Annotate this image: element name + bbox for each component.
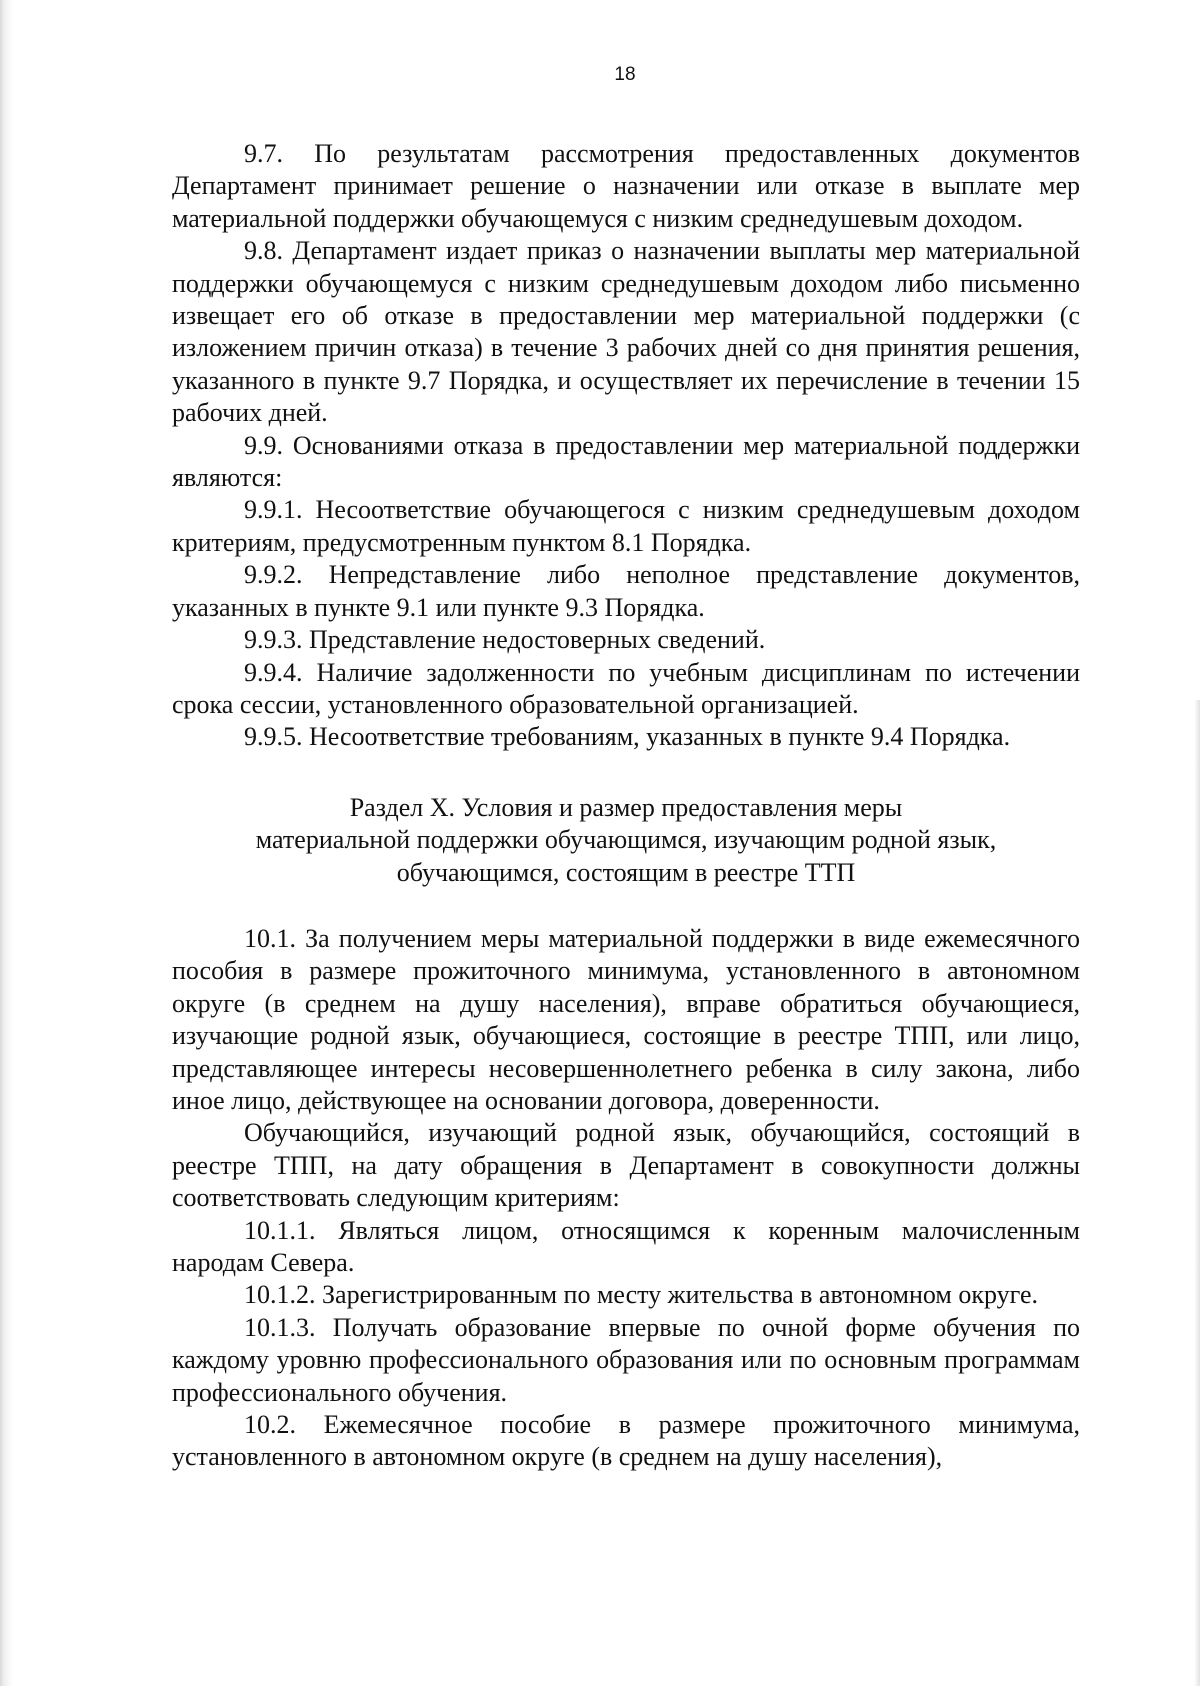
paragraph-10-1-1: 10.1.1. Являться лицом, относящимся к коренным малочисленным народам Севера. bbox=[172, 1215, 1080, 1277]
paragraph-10-2: 10.2. Ежемесячное пособие в размере прожиточного минимума, установленного в автономном округе (в среднем на душу населения), bbox=[172, 1410, 1080, 1472]
section-heading-line-3: обучающимся, состоящим в реестре ТТП bbox=[396, 857, 856, 887]
section-heading-line-1: Раздел X. Условия и размер предоставления меры bbox=[349, 792, 903, 822]
section-heading-line-2: материальной поддержки обучающимся, изучающим родной язык, bbox=[255, 825, 997, 855]
paragraph-9-9-1: 9.9.1. Несоответствие обучающегося с низким среднедушевым доходом критериям, предусмотренным пунктом 8.1 Порядка. bbox=[172, 495, 1080, 557]
paragraph-9-9-5: 9.9.5. Несоответствие требованиям, указанных в пункте 9.4 Порядка. bbox=[244, 722, 1011, 752]
paragraph-9-8: 9.8. Департамент издает приказ о назначении выплаты мер материальной поддержки обучающемуся с низким среднедушевым доходом либо письменно извещает его об отказе в предоставлении мер материальной поддержки (с изложением причин отказа) в течение 3 рабочих дней со дня принятия решения, указанного в пункте 9.7 Порядка, и осуществляет их перечисление в течении 15 рабочих дней. bbox=[172, 236, 1080, 428]
paragraph-10-1-2: 10.1.2. Зарегистрированным по месту жительства в автономном округе. bbox=[244, 1280, 1039, 1310]
document-body bbox=[172, 138, 1080, 1474]
scan-edge-right bbox=[1194, 700, 1200, 1686]
section-heading bbox=[172, 792, 1080, 889]
scan-edge-left bbox=[0, 0, 14, 1686]
paragraph-criteria-intro: Обучающийся, изучающий родной язык, обучающийся, состоящий в реестре ТПП, на дату обращения в Департамент в совокупности должны соответствовать следующим критериям: bbox=[172, 1118, 1080, 1213]
paragraph-10-1: 10.1. За получением меры материальной поддержки в виде ежемесячного пособия в размере прожиточного минимума, установленного в автономном округе (в среднем на душу населения), вправе обратиться обучающиеся, изучающие родной язык, обучающиеся, состоящие в реестре ТПП, или лицо, представляющее интересы несовершеннолетнего ребенка в силу закона, либо иное лицо, действующее на основании договора, доверенности. bbox=[172, 923, 1080, 1115]
paragraph-9-9-2: 9.9.2. Непредставление либо неполное представление документов, указанных в пункте 9.1 или пункте 9.3 Порядка. bbox=[172, 560, 1080, 622]
paragraph-9-9-4: 9.9.4. Наличие задолженности по учебным дисциплинам по истечении срока сессии, установленного образовательной организацией. bbox=[172, 657, 1080, 719]
paragraph-10-1-3: 10.1.3. Получать образование впервые по очной форме обучения по каждому уровню профессионального образования или по основным программам профессионального обучения. bbox=[172, 1312, 1080, 1407]
paragraph-9-7: 9.7. По результатам рассмотрения предоставленных документов Департамент принимает решение о назначении или отказе в выплате мер материальной поддержки обучающемуся с низким среднедушевым доходом. bbox=[172, 139, 1080, 233]
paragraph-9-9-3: 9.9.3. Представление недостоверных сведений. bbox=[244, 625, 766, 655]
page-number: 18 bbox=[614, 64, 636, 85]
paragraph-9-9: 9.9. Основаниями отказа в предоставлении мер материальной поддержки являются: bbox=[172, 430, 1080, 493]
